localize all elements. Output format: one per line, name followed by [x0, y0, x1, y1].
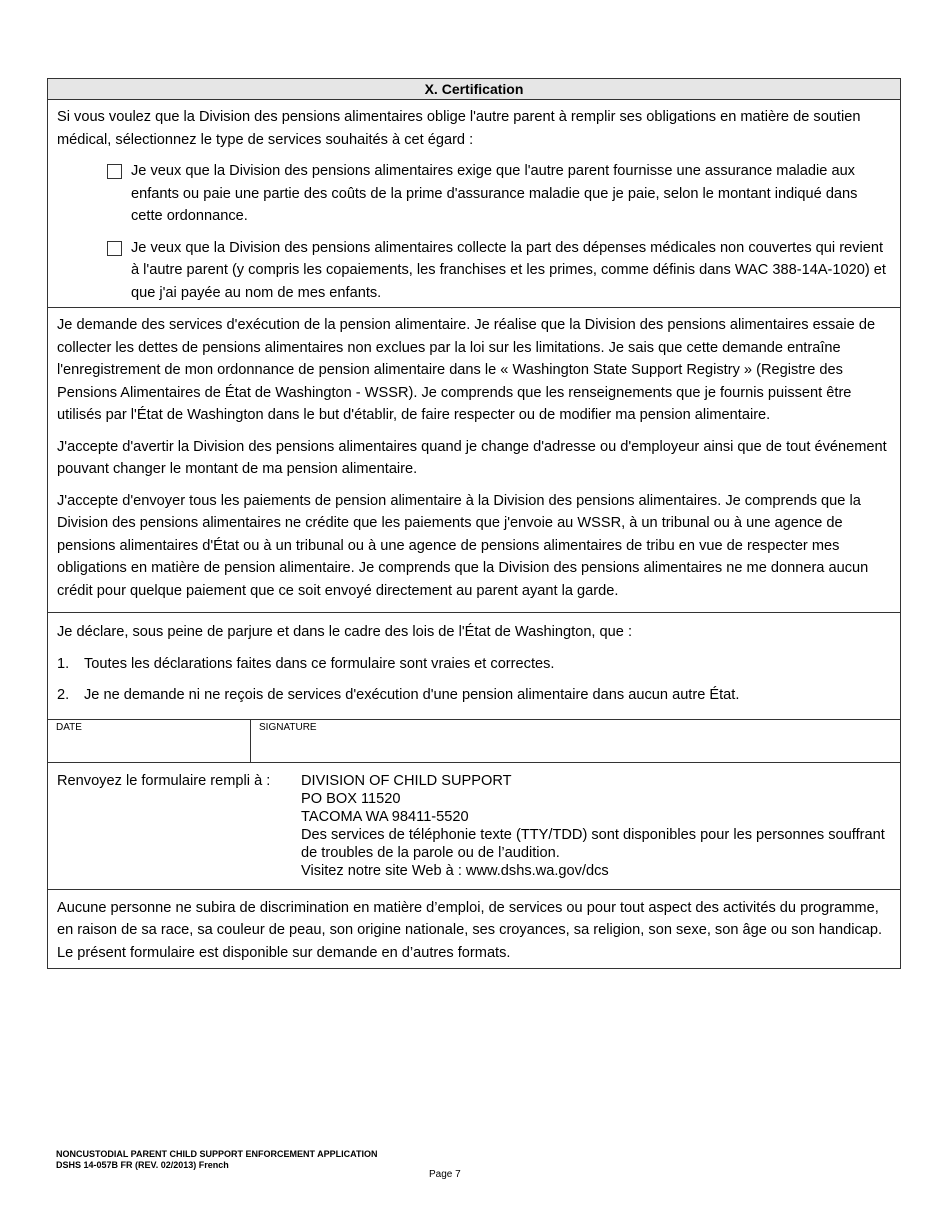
website-line: Visitez notre site Web à : www.dshs.wa.gov/dcs — [301, 862, 609, 879]
declaration-block — [48, 612, 900, 719]
address-line: PO BOX 11520 — [301, 790, 401, 807]
form-number: DSHS 14-057B FR (REV. 02/2013) French — [56, 1160, 229, 1170]
return-address-block — [48, 762, 900, 889]
declaration-item — [57, 684, 892, 707]
signature-label: SIGNATURE — [259, 721, 317, 733]
form-footer — [56, 1149, 378, 1171]
signature-field[interactable] — [251, 720, 900, 762]
nondiscrimination-block — [48, 889, 900, 969]
section-title: X. Certification — [48, 79, 900, 100]
medical-option-expenses[interactable] — [107, 237, 892, 305]
return-address — [301, 772, 892, 880]
address-line: TACOMA WA 98411-5520 — [301, 808, 469, 825]
declaration-intro: Je déclare, sous peine de parjure et dans le cadre des lois de l'État de Washington, que : — [57, 624, 632, 640]
certification-form — [47, 78, 901, 969]
return-label: Renvoyez le formulaire rempli à : — [57, 772, 271, 789]
declaration-item — [57, 653, 892, 676]
medical-support-block — [48, 100, 900, 307]
medical-intro: Si vous voulez que la Division des pensions alimentaires oblige l'autre parent à remplir ses obligations en matière de soutien médical, sélectionnez le type de services souhaités à cet égard : — [57, 109, 861, 148]
address-line: DIVISION OF CHILD SUPPORT — [301, 772, 512, 789]
page-number: Page 7 — [429, 1169, 461, 1180]
declaration-item-text: Je ne demande ni ne reçois de services d'exécution d'une pension alimentaire dans aucun autre État. — [84, 687, 740, 703]
date-label: DATE — [56, 721, 82, 733]
nondiscrimination-text: Aucune personne ne subira de discrimination en matière d’emploi, de services ou pour tout aspect des activités du programme, en raison de sa race, sa couleur de peau, son origine nationale, ses croyances, sa religion, son sexe, son âge ou son handicap. Le présent formulaire est disponible sur demande en d’autres formats. — [57, 899, 883, 961]
checkbox-expenses[interactable] — [107, 241, 122, 256]
declaration-item-number: 1. — [57, 655, 70, 672]
option-insurance-text: Je veux que la Division des pensions alimentaires exige que l'autre parent fournisse une assurance maladie aux enfants ou paie une partie des coûts de la prime d'assurance maladie que je paie, selon le montant indiqué dans cette ordonnance. — [131, 163, 858, 224]
enforcement-para-3: J'accepte d'envoyer tous les paiements de pension alimentaire à la Division des pensions alimentaires. Je comprends que la Division des pensions alimentaires ne crédite que les paiements que j'envoie au WSSR, à un tribunal ou à une agence de pensions alimentaires d'État ou à un tribunal ou à une agence de pensions alimentaires de tribu en vue de respecter mes obligations en matière de pension alimentaire. Je comprends que la Division des pensions alimentaires ne me donnera aucun crédit pour quelque paiement que ce soit envoyé directement au parent ayant la garde. — [57, 492, 869, 599]
section-header — [48, 79, 900, 307]
declaration-item-text: Toutes les déclarations faites dans ce formulaire sont vraies et correctes. — [84, 655, 555, 672]
declaration-item-number: 2. — [57, 687, 70, 703]
enforcement-para-1: Je demande des services d'exécution de la pension alimentaire. Je réalise que la Division des pensions alimentaires essaie de collecter les dettes de pensions alimentaires non exclues par la loi sur les limitations. Je sais que cette demande entraîne l'enregistrement de mon ordonnance de pension alimentaire dans le « Washington State Support Registry » (Registre des Pensions Alimentaires de État de Washington - WSSR). Je comprends que les renseignements que je fournis puissent être utilisés par l'État de Washington dans le but d'établir, de faire respecter ou de modifier ma pension alimentaire. — [57, 317, 876, 423]
medical-option-insurance[interactable] — [107, 160, 892, 228]
checkbox-insurance[interactable] — [107, 164, 122, 179]
enforcement-para-2: J'accepte d'avertir la Division des pensions alimentaires quand je change d'adresse ou d'employeur ainsi que de tout événement pouvant changer le montant de ma pension alimentaire. — [57, 438, 887, 477]
tty-note: Des services de téléphonie texte (TTY/TDD) sont disponibles pour les personnes souffrant de troubles de la parole ou de l’audition. — [301, 826, 885, 861]
date-field[interactable] — [48, 720, 251, 762]
form-name: NONCUSTODIAL PARENT CHILD SUPPORT ENFORCEMENT APPLICATION — [56, 1149, 378, 1159]
enforcement-block — [48, 307, 900, 612]
option-expenses-text: Je veux que la Division des pensions alimentaires collecte la part des dépenses médicales non couvertes qui revient à l'autre parent (y compris les copaiements, les franchises et les primes, comme définis dans WAC 388-14A-1020) et que j'ai payée au nom de mes enfants. — [131, 239, 886, 301]
signature-row — [48, 719, 900, 762]
